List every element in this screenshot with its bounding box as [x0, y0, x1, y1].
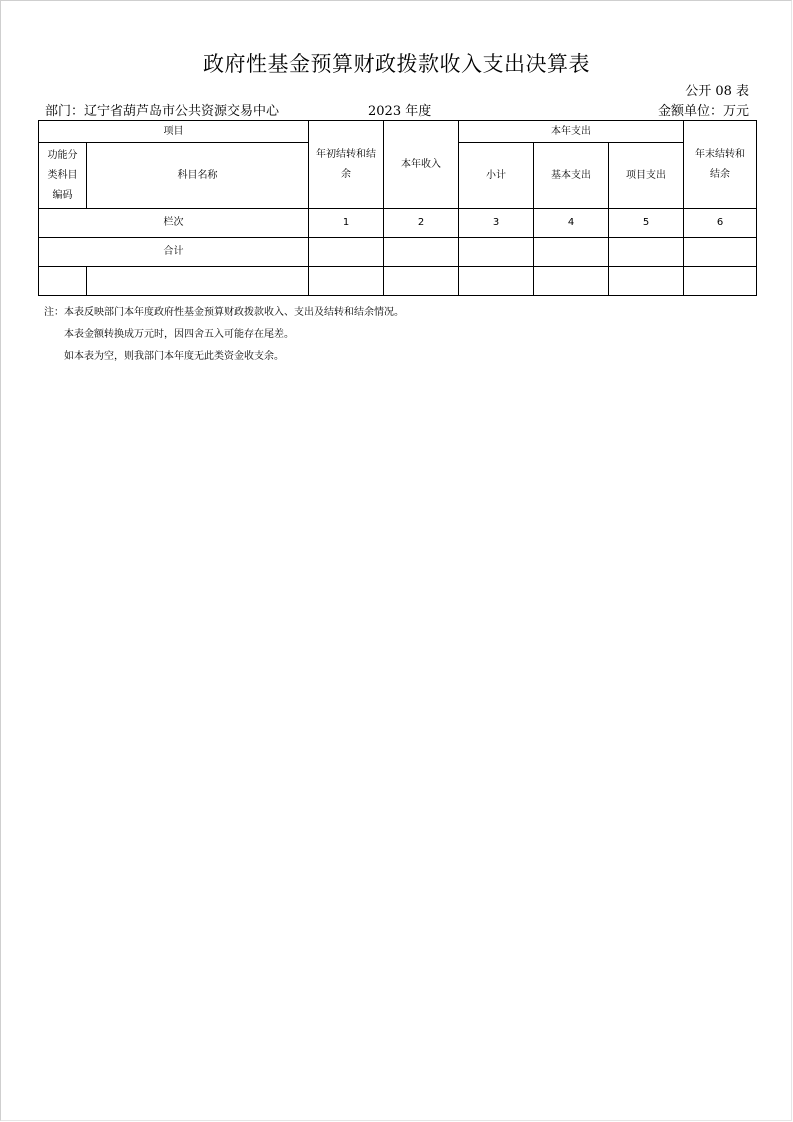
- total-col-4: [534, 238, 609, 267]
- data-code: [39, 267, 87, 296]
- header-subject-name: 科目名称: [87, 143, 309, 209]
- row-index-label: 栏次: [39, 209, 309, 238]
- row-index-col-3: 3: [459, 209, 534, 238]
- header-income: 本年收入: [384, 121, 459, 209]
- data-name: [87, 267, 309, 296]
- row-index-col-4: 4: [534, 209, 609, 238]
- header-end-balance-text: 年末结转和结余: [695, 148, 746, 180]
- header-basic: 基本支出: [534, 143, 609, 209]
- data-col-5: [609, 267, 684, 296]
- amount-unit: 金额单位：万元: [657, 104, 749, 119]
- total-col-6: [684, 238, 757, 267]
- header-row-1: [39, 121, 757, 143]
- total-col-1: [309, 238, 384, 267]
- total-col-2: [384, 238, 459, 267]
- data-col-3: [459, 267, 534, 296]
- fund-budget-table: [38, 120, 757, 296]
- row-index-col-2: 2: [384, 209, 459, 238]
- data-col-4: [534, 267, 609, 296]
- row-index-col-6: 6: [684, 209, 757, 238]
- total-row: [39, 238, 757, 267]
- header-begin-balance-text: 年初结转和结余: [316, 148, 376, 180]
- header-subtotal: 小计: [459, 143, 534, 209]
- header-func-code: [39, 143, 87, 209]
- total-col-5: [609, 238, 684, 267]
- header-expenditure: 本年支出: [459, 121, 684, 143]
- header-item: 项目: [39, 121, 309, 143]
- header-project: 项目支出: [609, 143, 684, 209]
- row-index-col-5: 5: [609, 209, 684, 238]
- note-3: 如本表为空，则我部门本年度无此类资金收支余。: [64, 351, 284, 362]
- total-col-3: [459, 238, 534, 267]
- total-label: 合计: [39, 238, 309, 267]
- fiscal-year: 2023 年度: [368, 104, 432, 119]
- department-label: 部门：辽宁省葫芦岛市公共资源交易中心: [45, 104, 280, 119]
- report-title: 政府性基金预算财政拨款收入支出决算表: [203, 52, 590, 76]
- header-end-balance: [684, 121, 757, 209]
- note-1: 注：本表反映部门本年度政府性基金预算财政拨款收入、支出及结转和结余情况。: [44, 307, 404, 318]
- data-row: [39, 267, 757, 296]
- header-begin-balance: [309, 121, 384, 209]
- row-index: [39, 209, 757, 238]
- notes-block: [44, 302, 404, 368]
- note-2: 本表金额转换成万元时，因四舍五入可能存在尾差。: [64, 329, 294, 340]
- data-col-2: [384, 267, 459, 296]
- form-number: 公开 08 表: [685, 84, 749, 99]
- header-func-code-text: 功能分类科目编码: [47, 149, 78, 201]
- data-col-1: [309, 267, 384, 296]
- row-index-col-1: 1: [309, 209, 384, 238]
- data-col-6: [684, 267, 757, 296]
